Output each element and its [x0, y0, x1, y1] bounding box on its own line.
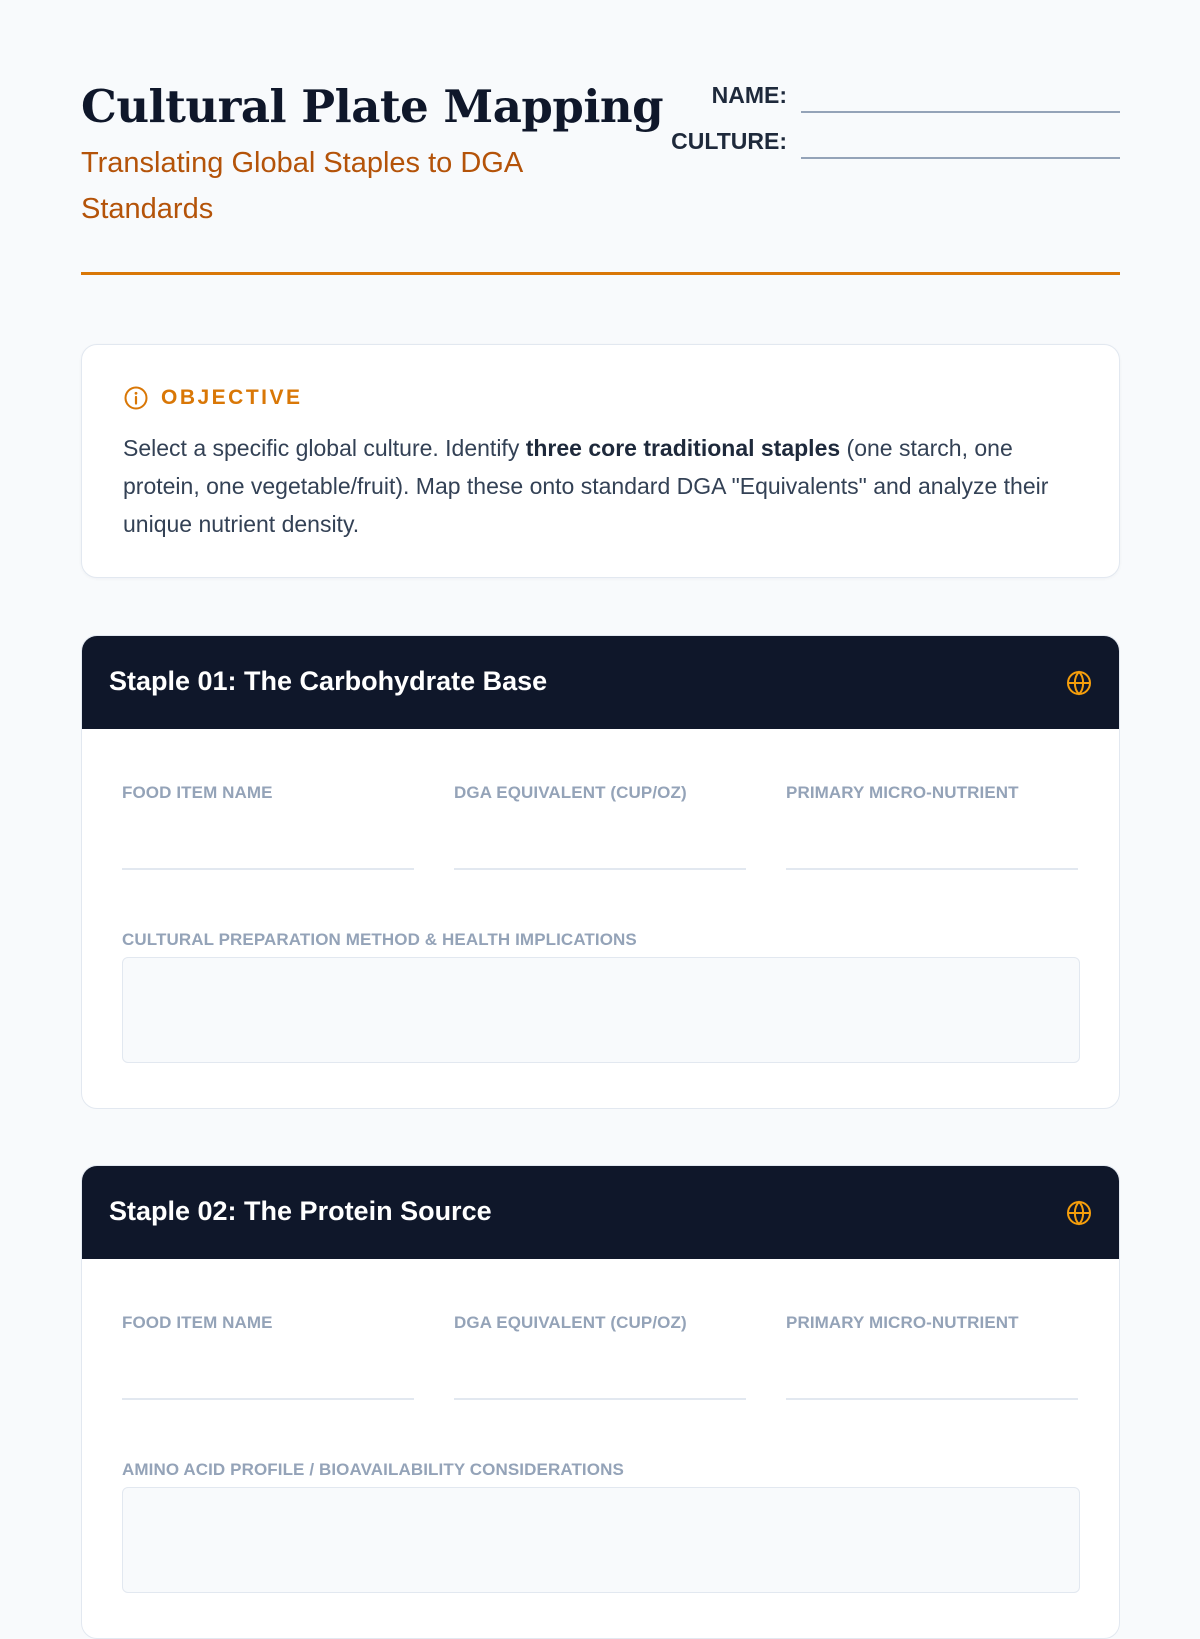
staple-title: Staple 01: The Carbohydrate Base — [109, 666, 548, 696]
culture-field — [661, 126, 1120, 172]
culture-input-line[interactable] — [801, 157, 1120, 159]
objective-text-lead: Select a specific global culture. Identify — [123, 435, 526, 461]
info-icon — [123, 385, 149, 411]
staple-card-header — [82, 1166, 1119, 1259]
objective-text-rest: (one starch, one protein, one vegetable/fruit). Map these onto standard DGA "Equivalents" and analyze their unique nutrient density. — [123, 435, 1049, 537]
name-field-label: NAME: — [711, 82, 787, 108]
staple-card-protein — [81, 1165, 1120, 1639]
dga-equivalent-label: DGA EQUIVALENT (CUP/OZ) — [454, 1313, 687, 1332]
food-item-name-label: FOOD ITEM NAME — [122, 1313, 273, 1332]
header-divider — [81, 272, 1120, 275]
staple-title: Staple 02: The Protein Source — [109, 1196, 492, 1226]
dga-equivalent-label: DGA EQUIVALENT (CUP/OZ) — [454, 783, 687, 802]
dga-equivalent-input[interactable] — [454, 868, 746, 870]
worksheet-page — [81, 0, 1120, 1479]
micro-nutrient-input[interactable] — [786, 1398, 1078, 1400]
objective-text-emphasis: three core traditional staples — [525, 435, 841, 461]
worksheet-header — [81, 0, 1120, 276]
objective-heading — [123, 385, 1079, 411]
name-input-line[interactable] — [801, 111, 1120, 113]
food-item-name-input[interactable] — [122, 1398, 414, 1400]
micro-nutrient-input[interactable] — [786, 868, 1078, 870]
globe-icon — [1065, 1199, 1093, 1227]
preparation-notes-textarea[interactable] — [122, 957, 1080, 1063]
micro-nutrient-label: PRIMARY MICRO-NUTRIENT — [786, 1313, 1019, 1332]
amino-acid-notes-label: AMINO ACID PROFILE / BIOAVAILABILITY CONSIDERATIONS — [122, 1460, 624, 1479]
objective-label: OBJECTIVE — [161, 386, 303, 409]
culture-field-label: CULTURE: — [671, 128, 787, 154]
preparation-notes-label: CULTURAL PREPARATION METHOD & HEALTH IMPLICATIONS — [122, 930, 637, 949]
name-field — [661, 80, 1120, 126]
student-info-fields — [661, 80, 1120, 172]
staple-card-header — [82, 636, 1119, 729]
page-title: Cultural Plate Mapping — [81, 80, 664, 133]
food-item-name-label: FOOD ITEM NAME — [122, 783, 273, 802]
amino-acid-notes-textarea[interactable] — [122, 1487, 1080, 1593]
staple-card-carbohydrate — [81, 635, 1120, 1109]
objective-card — [81, 344, 1120, 578]
micro-nutrient-label: PRIMARY MICRO-NUTRIENT — [786, 783, 1019, 802]
dga-equivalent-input[interactable] — [454, 1398, 746, 1400]
objective-text — [123, 429, 1079, 543]
food-item-name-input[interactable] — [122, 868, 414, 870]
globe-icon — [1065, 669, 1093, 697]
page-subtitle: Translating Global Staples to DGA Standards — [81, 147, 522, 225]
